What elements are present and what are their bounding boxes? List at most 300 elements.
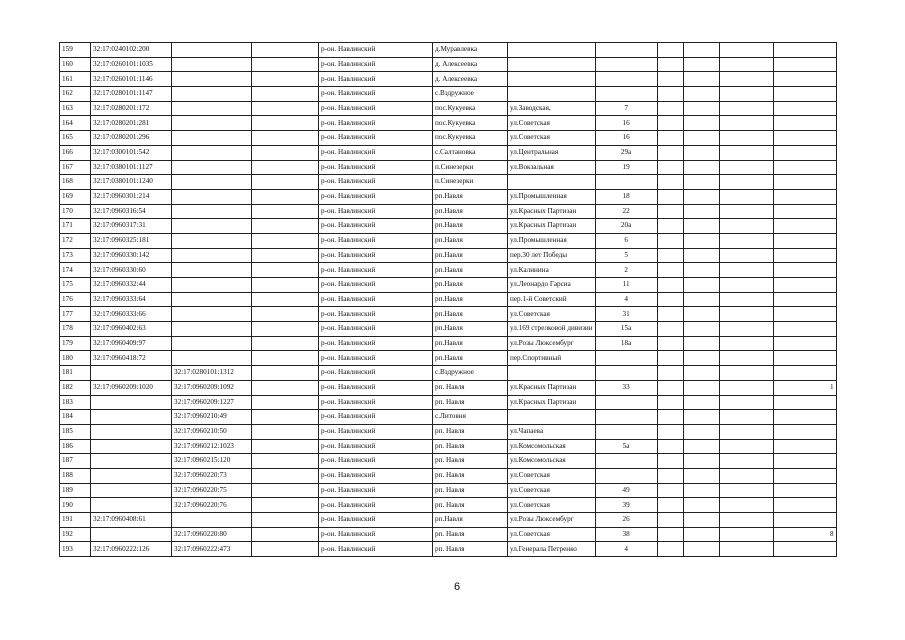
empty-cell	[252, 233, 319, 248]
page-number: 6	[454, 581, 461, 593]
table-row	[60, 395, 837, 410]
cadastral-number-cell: 32:17:0960209:1020	[91, 380, 172, 395]
cadastral-number-cell: 32:17:0960316:54	[91, 204, 172, 219]
cadastral-number-alt-cell	[172, 57, 252, 72]
table-row	[60, 292, 837, 307]
house-number-cell: 16	[595, 131, 657, 146]
table-row	[60, 116, 837, 131]
extra-cell	[683, 101, 719, 116]
extra-cell	[657, 410, 683, 425]
table-row	[60, 424, 837, 439]
extra-value-cell	[773, 307, 836, 322]
extra-cell	[719, 43, 773, 58]
cadastral-number-cell	[91, 366, 172, 381]
settlement-cell: д. Алексеевка	[433, 72, 508, 87]
house-number-cell: 4	[595, 542, 657, 557]
extra-cell	[657, 336, 683, 351]
house-number-cell: 5а	[595, 439, 657, 454]
house-number-cell	[595, 424, 657, 439]
extra-cell	[683, 307, 719, 322]
empty-cell	[252, 366, 319, 381]
extra-cell	[657, 233, 683, 248]
cadastral-number-alt-cell: 32:17:0960209:1227	[172, 395, 252, 410]
house-number-cell: 29а	[595, 145, 657, 160]
extra-cell	[719, 233, 773, 248]
extra-value-cell	[773, 131, 836, 146]
extra-value-cell	[773, 160, 836, 175]
settlement-cell: рп. Навля	[433, 483, 508, 498]
house-number-cell	[595, 87, 657, 102]
house-number-cell: 16	[595, 116, 657, 131]
extra-cell	[657, 307, 683, 322]
cadastral-number-alt-cell	[172, 160, 252, 175]
empty-cell	[252, 395, 319, 410]
house-number-cell: 49	[595, 483, 657, 498]
district-cell: р-он. Навлинский	[319, 263, 433, 278]
extra-cell	[683, 424, 719, 439]
settlement-cell: с.Салтановка	[433, 145, 508, 160]
extra-cell	[719, 424, 773, 439]
row-number-cell: 174	[60, 263, 91, 278]
cadastral-number-cell: 32:17:0280201:296	[91, 131, 172, 146]
cadastral-number-cell: 32:17:0280101:1147	[91, 87, 172, 102]
extra-cell	[719, 468, 773, 483]
extra-cell	[719, 219, 773, 234]
row-number-cell: 173	[60, 248, 91, 263]
table-row	[60, 204, 837, 219]
table-row	[60, 513, 837, 528]
empty-cell	[252, 219, 319, 234]
empty-cell	[252, 189, 319, 204]
cadastral-number-cell: 32:17:0960333:64	[91, 292, 172, 307]
empty-cell	[252, 248, 319, 263]
empty-cell	[252, 424, 319, 439]
row-number-cell: 172	[60, 233, 91, 248]
empty-cell	[252, 336, 319, 351]
extra-cell	[657, 160, 683, 175]
house-number-cell: 31	[595, 307, 657, 322]
street-cell: ул.Красных Партизан	[508, 219, 596, 234]
extra-cell	[719, 87, 773, 102]
row-number-cell: 181	[60, 366, 91, 381]
cadastral-number-alt-cell	[172, 513, 252, 528]
empty-cell	[252, 87, 319, 102]
settlement-cell: рп.Навля	[433, 292, 508, 307]
extra-cell	[719, 542, 773, 557]
extra-value-cell	[773, 204, 836, 219]
empty-cell	[252, 204, 319, 219]
extra-cell	[719, 160, 773, 175]
extra-cell	[683, 248, 719, 263]
empty-cell	[252, 380, 319, 395]
cadastral-number-alt-cell: 32:17:0960215:120	[172, 454, 252, 469]
row-number-cell: 167	[60, 160, 91, 175]
district-cell: р-он. Навлинский	[319, 189, 433, 204]
row-number-cell: 179	[60, 336, 91, 351]
house-number-cell	[595, 410, 657, 425]
district-cell: р-он. Навлинский	[319, 513, 433, 528]
extra-cell	[657, 498, 683, 513]
cadastral-number-cell: 32:17:0960222:126	[91, 542, 172, 557]
cadastral-number-alt-cell	[172, 322, 252, 337]
extra-cell	[657, 43, 683, 58]
settlement-cell: рп.Навля	[433, 248, 508, 263]
street-cell: ул.Комсомольская	[508, 439, 596, 454]
extra-cell	[657, 527, 683, 542]
house-number-cell: 15а	[595, 322, 657, 337]
house-number-cell: 4	[595, 292, 657, 307]
row-number-cell: 192	[60, 527, 91, 542]
settlement-cell: рп. Навля	[433, 380, 508, 395]
district-cell: р-он. Навлинский	[319, 498, 433, 513]
table-row	[60, 439, 837, 454]
extra-cell	[657, 72, 683, 87]
extra-cell	[657, 219, 683, 234]
extra-cell	[719, 410, 773, 425]
cadastral-number-cell: 32:17:0240102:200	[91, 43, 172, 58]
district-cell: р-он. Навлинский	[319, 542, 433, 557]
extra-cell	[719, 454, 773, 469]
extra-value-cell	[773, 454, 836, 469]
street-cell: ул.Советская	[508, 468, 596, 483]
street-cell: пер.1-й Советский	[508, 292, 596, 307]
house-number-cell	[595, 351, 657, 366]
cadastral-number-alt-cell	[172, 219, 252, 234]
cadastral-number-alt-cell: 32:17:0960220:80	[172, 527, 252, 542]
row-number-cell: 182	[60, 380, 91, 395]
extra-cell	[683, 351, 719, 366]
house-number-cell	[595, 43, 657, 58]
house-number-cell: 38	[595, 527, 657, 542]
document-sheet	[59, 42, 837, 557]
empty-cell	[252, 175, 319, 190]
table-row	[60, 101, 837, 116]
extra-cell	[719, 395, 773, 410]
house-number-cell	[595, 175, 657, 190]
street-cell: ул.Комсомольская	[508, 454, 596, 469]
street-cell: ул.Розы Люксембург	[508, 513, 596, 528]
house-number-cell: 39	[595, 498, 657, 513]
cadastral-number-alt-cell: 32:17:0960210:49	[172, 410, 252, 425]
extra-cell	[657, 248, 683, 263]
empty-cell	[252, 351, 319, 366]
extra-cell	[683, 542, 719, 557]
district-cell: р-он. Навлинский	[319, 204, 433, 219]
table-row	[60, 527, 837, 542]
land-plots-table	[59, 42, 837, 557]
cadastral-number-alt-cell	[172, 248, 252, 263]
extra-cell	[657, 145, 683, 160]
row-number-cell: 168	[60, 175, 91, 190]
row-number-cell: 170	[60, 204, 91, 219]
district-cell: р-он. Навлинский	[319, 219, 433, 234]
house-number-cell	[595, 366, 657, 381]
extra-cell	[683, 513, 719, 528]
street-cell	[508, 175, 596, 190]
cadastral-number-alt-cell	[172, 292, 252, 307]
extra-value-cell	[773, 263, 836, 278]
extra-cell	[657, 57, 683, 72]
extra-cell	[683, 410, 719, 425]
table-row	[60, 351, 837, 366]
district-cell: р-он. Навлинский	[319, 101, 433, 116]
extra-cell	[719, 57, 773, 72]
house-number-cell: 2	[595, 263, 657, 278]
settlement-cell: д.Муравлевка	[433, 43, 508, 58]
extra-cell	[683, 233, 719, 248]
cadastral-number-alt-cell	[172, 175, 252, 190]
row-number-cell: 162	[60, 87, 91, 102]
district-cell: р-он. Навлинский	[319, 336, 433, 351]
settlement-cell: с.Вздружное	[433, 87, 508, 102]
district-cell: р-он. Навлинский	[319, 410, 433, 425]
extra-cell	[657, 204, 683, 219]
extra-cell	[657, 263, 683, 278]
settlement-cell: рп. Навля	[433, 439, 508, 454]
street-cell	[508, 87, 596, 102]
cadastral-number-cell: 32:17:0960301:214	[91, 189, 172, 204]
extra-cell	[683, 380, 719, 395]
house-number-cell	[595, 72, 657, 87]
district-cell: р-он. Навлинский	[319, 278, 433, 293]
cadastral-number-alt-cell	[172, 131, 252, 146]
district-cell: р-он. Навлинский	[319, 248, 433, 263]
extra-cell	[683, 263, 719, 278]
extra-value-cell	[773, 145, 836, 160]
row-number-cell: 159	[60, 43, 91, 58]
cadastral-number-alt-cell	[172, 101, 252, 116]
house-number-cell: 22	[595, 204, 657, 219]
district-cell: р-он. Навлинский	[319, 483, 433, 498]
cadastral-number-cell: 32:17:0960330:142	[91, 248, 172, 263]
house-number-cell: 11	[595, 278, 657, 293]
extra-cell	[683, 131, 719, 146]
cadastral-number-cell: 32:17:0960333:66	[91, 307, 172, 322]
row-number-cell: 191	[60, 513, 91, 528]
extra-cell	[657, 366, 683, 381]
extra-cell	[719, 292, 773, 307]
cadastral-number-cell: 32:17:0960317:31	[91, 219, 172, 234]
street-cell: ул.169 стрелковой дивизии	[508, 322, 596, 337]
settlement-cell: рп.Навля	[433, 513, 508, 528]
row-number-cell: 193	[60, 542, 91, 557]
cadastral-number-alt-cell: 32:17:0960220:73	[172, 468, 252, 483]
street-cell: ул.Советская	[508, 116, 596, 131]
street-cell: ул.Вокзальная	[508, 160, 596, 175]
cadastral-number-cell: 32:17:0380101:1240	[91, 175, 172, 190]
empty-cell	[252, 101, 319, 116]
empty-cell	[252, 468, 319, 483]
settlement-cell: рп. Навля	[433, 498, 508, 513]
extra-cell	[657, 322, 683, 337]
street-cell: ул.Советская	[508, 527, 596, 542]
cadastral-number-cell	[91, 468, 172, 483]
empty-cell	[252, 498, 319, 513]
cadastral-number-alt-cell	[172, 204, 252, 219]
table-row	[60, 278, 837, 293]
extra-cell	[683, 189, 719, 204]
extra-cell	[719, 351, 773, 366]
empty-cell	[252, 513, 319, 528]
district-cell: р-он. Навлинский	[319, 131, 433, 146]
street-cell: ул.Промышленная	[508, 233, 596, 248]
district-cell: р-он. Навлинский	[319, 72, 433, 87]
extra-cell	[683, 278, 719, 293]
row-number-cell: 161	[60, 72, 91, 87]
house-number-cell: 6	[595, 233, 657, 248]
table-row	[60, 483, 837, 498]
cadastral-number-cell	[91, 498, 172, 513]
extra-cell	[719, 513, 773, 528]
extra-cell	[683, 219, 719, 234]
extra-cell	[719, 380, 773, 395]
cadastral-number-cell	[91, 424, 172, 439]
row-number-cell: 190	[60, 498, 91, 513]
row-number-cell: 183	[60, 395, 91, 410]
table-row	[60, 219, 837, 234]
extra-cell	[719, 322, 773, 337]
empty-cell	[252, 160, 319, 175]
table-row	[60, 87, 837, 102]
table-row	[60, 57, 837, 72]
extra-cell	[719, 72, 773, 87]
street-cell: ул.Советская	[508, 483, 596, 498]
street-cell	[508, 43, 596, 58]
extra-value-cell	[773, 43, 836, 58]
empty-cell	[252, 483, 319, 498]
empty-cell	[252, 307, 319, 322]
extra-cell	[657, 483, 683, 498]
row-number-cell: 166	[60, 145, 91, 160]
extra-cell	[719, 263, 773, 278]
settlement-cell: рп.Навля	[433, 307, 508, 322]
table-row	[60, 145, 837, 160]
extra-value-cell	[773, 175, 836, 190]
extra-cell	[719, 527, 773, 542]
extra-value-cell	[773, 116, 836, 131]
extra-value-cell	[773, 468, 836, 483]
empty-cell	[252, 116, 319, 131]
extra-value-cell	[773, 439, 836, 454]
extra-value-cell	[773, 248, 836, 263]
extra-value-cell	[773, 189, 836, 204]
extra-cell	[657, 87, 683, 102]
district-cell: р-он. Навлинский	[319, 527, 433, 542]
extra-cell	[657, 424, 683, 439]
street-cell: ул.Генерала Петренко	[508, 542, 596, 557]
extra-cell	[657, 116, 683, 131]
extra-value-cell	[773, 336, 836, 351]
table-body	[60, 43, 837, 557]
street-cell: пер.Спортивный	[508, 351, 596, 366]
settlement-cell: рп.Навля	[433, 233, 508, 248]
empty-cell	[252, 454, 319, 469]
district-cell: р-он. Навлинский	[319, 454, 433, 469]
street-cell: ул.Красных Партизан	[508, 395, 596, 410]
extra-value-cell	[773, 351, 836, 366]
extra-value-cell	[773, 72, 836, 87]
extra-cell	[683, 204, 719, 219]
table-row	[60, 248, 837, 263]
extra-cell	[683, 454, 719, 469]
extra-value-cell	[773, 233, 836, 248]
settlement-cell: п.Синезерки	[433, 175, 508, 190]
district-cell: р-он. Навлинский	[319, 380, 433, 395]
house-number-cell: 20а	[595, 219, 657, 234]
table-row	[60, 72, 837, 87]
extra-cell	[683, 160, 719, 175]
settlement-cell: рп. Навля	[433, 542, 508, 557]
empty-cell	[252, 410, 319, 425]
extra-cell	[657, 542, 683, 557]
table-row	[60, 131, 837, 146]
cadastral-number-cell	[91, 410, 172, 425]
house-number-cell: 19	[595, 160, 657, 175]
table-row	[60, 175, 837, 190]
table-row	[60, 542, 837, 557]
house-number-cell: 18а	[595, 336, 657, 351]
cadastral-number-alt-cell	[172, 87, 252, 102]
house-number-cell: 26	[595, 513, 657, 528]
extra-value-cell	[773, 101, 836, 116]
extra-cell	[683, 439, 719, 454]
extra-cell	[683, 292, 719, 307]
settlement-cell: пос.Кукуевка	[433, 116, 508, 131]
cadastral-number-cell	[91, 439, 172, 454]
table-row	[60, 160, 837, 175]
settlement-cell: рп. Навля	[433, 527, 508, 542]
settlement-cell: рп.Навля	[433, 204, 508, 219]
extra-cell	[657, 292, 683, 307]
cadastral-number-cell	[91, 483, 172, 498]
district-cell: р-он. Навлинский	[319, 145, 433, 160]
settlement-cell: пос.Кукуевка	[433, 101, 508, 116]
extra-cell	[683, 483, 719, 498]
extra-value-cell	[773, 57, 836, 72]
extra-value-cell	[773, 498, 836, 513]
extra-cell	[719, 116, 773, 131]
street-cell: ул.Розы Люксембург	[508, 336, 596, 351]
extra-cell	[719, 175, 773, 190]
cadastral-number-alt-cell	[172, 233, 252, 248]
district-cell: р-он. Навлинский	[319, 322, 433, 337]
extra-cell	[683, 116, 719, 131]
empty-cell	[252, 72, 319, 87]
settlement-cell: д. Алексеевка	[433, 57, 508, 72]
extra-cell	[683, 322, 719, 337]
street-cell: ул.Красных Партизан	[508, 204, 596, 219]
cadastral-number-alt-cell	[172, 189, 252, 204]
extra-cell	[657, 468, 683, 483]
extra-cell	[683, 87, 719, 102]
table-row	[60, 468, 837, 483]
extra-cell	[719, 498, 773, 513]
empty-cell	[252, 439, 319, 454]
settlement-cell: рп. Навля	[433, 468, 508, 483]
settlement-cell: п.Синезерки	[433, 160, 508, 175]
cadastral-number-cell: 32:17:0960402:63	[91, 322, 172, 337]
extra-cell	[683, 498, 719, 513]
cadastral-number-alt-cell	[172, 72, 252, 87]
district-cell: р-он. Навлинский	[319, 468, 433, 483]
cadastral-number-cell: 32:17:0380101:1127	[91, 160, 172, 175]
house-number-cell	[595, 57, 657, 72]
row-number-cell: 176	[60, 292, 91, 307]
district-cell: р-он. Навлинский	[319, 307, 433, 322]
extra-cell	[719, 483, 773, 498]
extra-cell	[683, 43, 719, 58]
settlement-cell: рп.Навля	[433, 336, 508, 351]
